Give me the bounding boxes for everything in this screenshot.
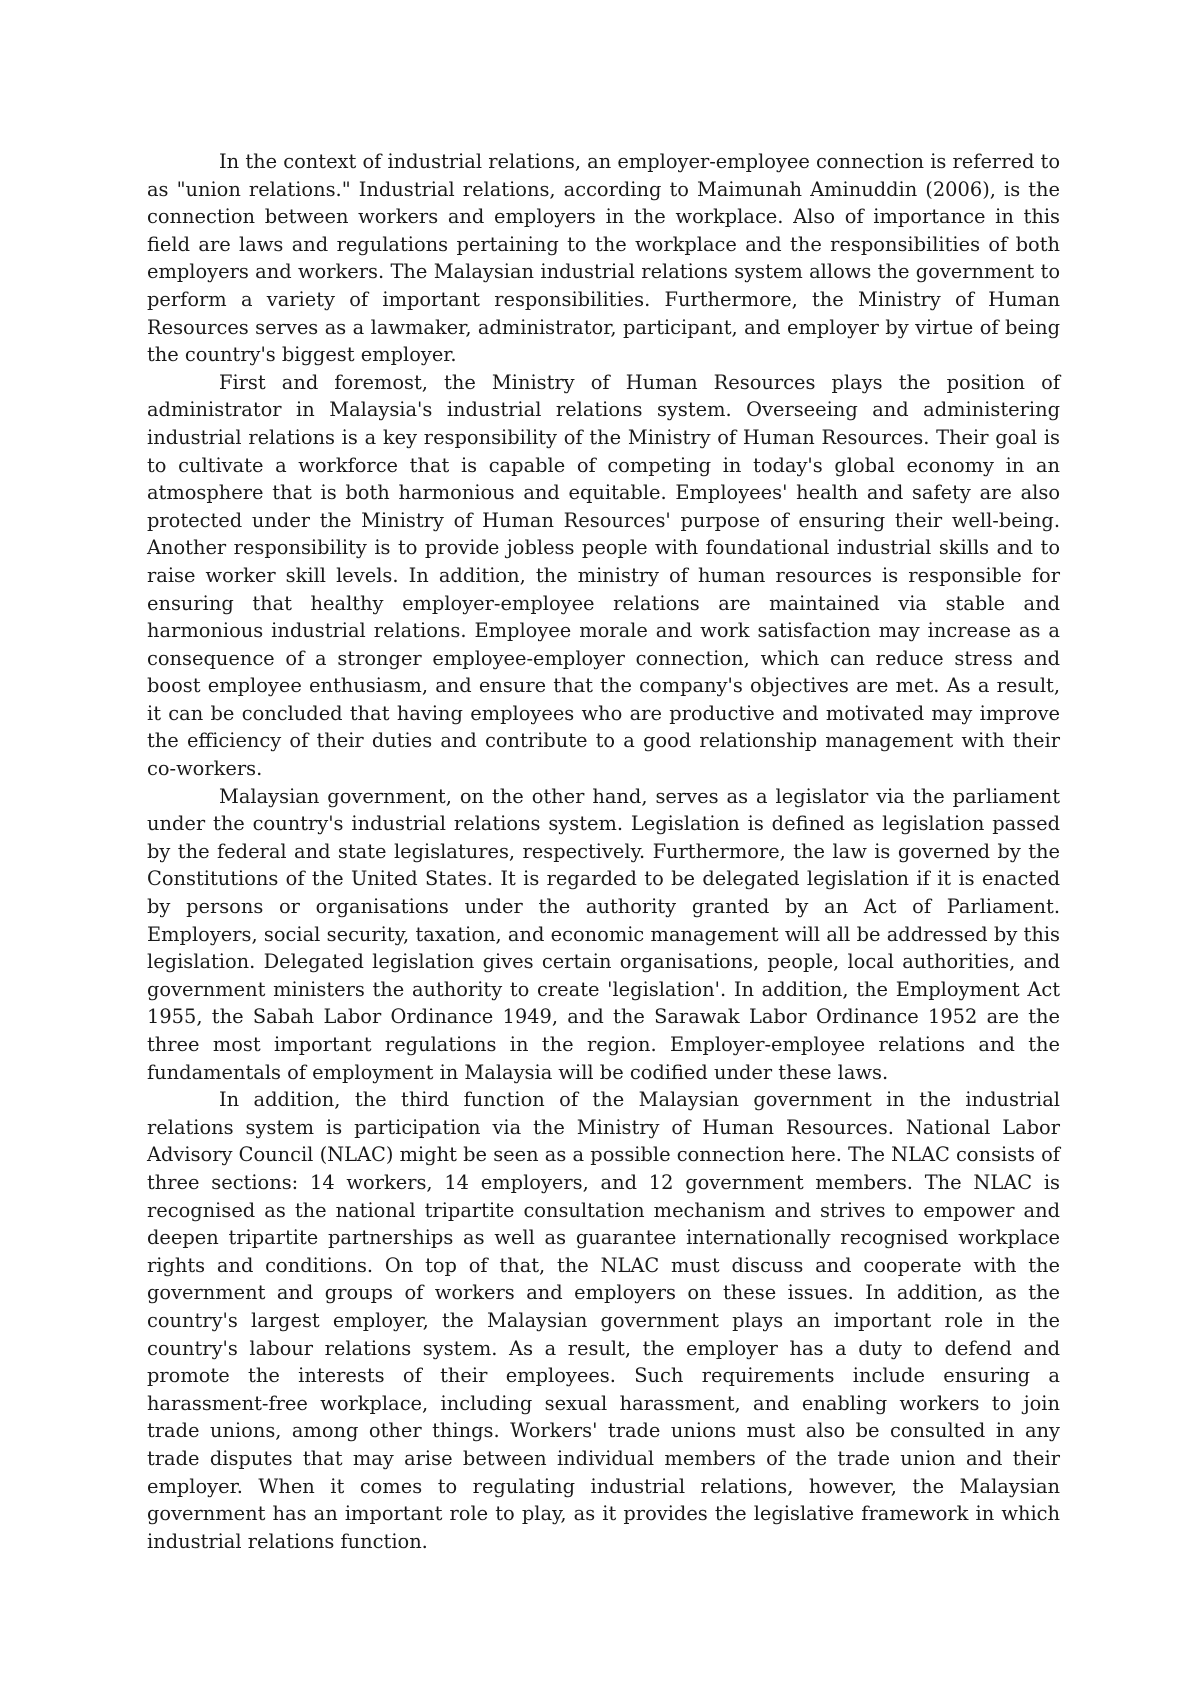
document-body bbox=[147, 148, 1060, 1555]
paragraph-legislator-role: Malaysian government, on the other hand, serves as a legislator via the parliament under the country's industrial relations system. Legislation is defined as legislation passed by the federal and state legislatures, respectively. Furthermore, the law is governed by the Constitutions of the United States. It is regarded to be delegated legislation if it is enacted by persons or organisations under the authority granted by an Act of Parliament. Employers, social security, taxation, and economic management will all be addressed by this legislation. Delegated legislation gives certain organisations, people, local authorities, and government ministers the authority to create 'legislation'. In addition, the Employment Act 1955, the Sabah Labor Ordinance 1949, and the Sarawak Labor Ordinance 1952 are the three most important regulations in the region. Employer-employee relations and the fundamentals of employment in Malaysia will be codified under these laws. bbox=[147, 784, 1060, 1084]
paragraph-union-relations: In the context of industrial relations, an employer-employee connection is referred to as "union relations." Industrial relations, according to Maimunah Aminuddin (2006), is the connection between workers and employers in the workplace. Also of importance in this field are laws and regulations pertaining to the workplace and the responsibilities of both employers and workers. The Malaysian industrial relations system allows the government to perform a variety of important responsibilities. Furthermore, the Ministry of Human Resources serves as a lawmaker, administrator, participant, and employer by virtue of being the country's biggest employer. bbox=[147, 150, 1060, 367]
paragraph-participant-employer-role: In addition, the third function of the Malaysian government in the industrial relations system is participation via the Ministry of Human Resources. National Labor Advisory Council (NLAC) might be seen as a possible connection here. The NLAC consists of three sections: 14 workers, 14 employers, and 12 government members. The NLAC is recognised as the national tripartite consultation mechanism and strives to empower and deepen tripartite partnerships as well as guarantee internationally recognised workplace rights and conditions. On top of that, the NLAC must discuss and cooperate with the government and groups of workers and employers on these issues. In addition, as the country's largest employer, the Malaysian government plays an important role in the country's labour relations system. As a result, the employer has a duty to defend and promote the interests of their employees. Such requirements include ensuring a harassment-free workplace, including sexual harassment, and enabling workers to join trade unions, among other things. Workers' trade unions must also be consulted in any trade disputes that may arise between individual members of the trade union and their employer. When it comes to regulating industrial relations, however, the Malaysian government has an important role to play, as it provides the legislative framework in which industrial relations function. bbox=[147, 1088, 1060, 1553]
paragraph-administrator-role: First and foremost, the Ministry of Human Resources plays the position of administrator in Malaysia's industrial relations system. Overseeing and administering industrial relations is a key responsibility of the Ministry of Human Resources. Their goal is to cultivate a workforce that is capable of competing in today's global economy in an atmosphere that is both harmonious and equitable. Employees' health and safety are also protected under the Ministry of Human Resources' purpose of ensuring their well-being. Another responsibility is to provide jobless people with foundational industrial skills and to raise worker skill levels. In addition, the ministry of human resources is responsible for ensuring that healthy employer-employee relations are maintained via stable and harmonious industrial relations. Employee morale and work satisfaction may increase as a consequence of a stronger employee-employer connection, which can reduce stress and boost employee enthusiasm, and ensure that the company's objectives are met. As a result, it can be concluded that having employees who are productive and motivated may improve the efficiency of their duties and contribute to a good relationship management with their co-workers. bbox=[147, 370, 1060, 781]
